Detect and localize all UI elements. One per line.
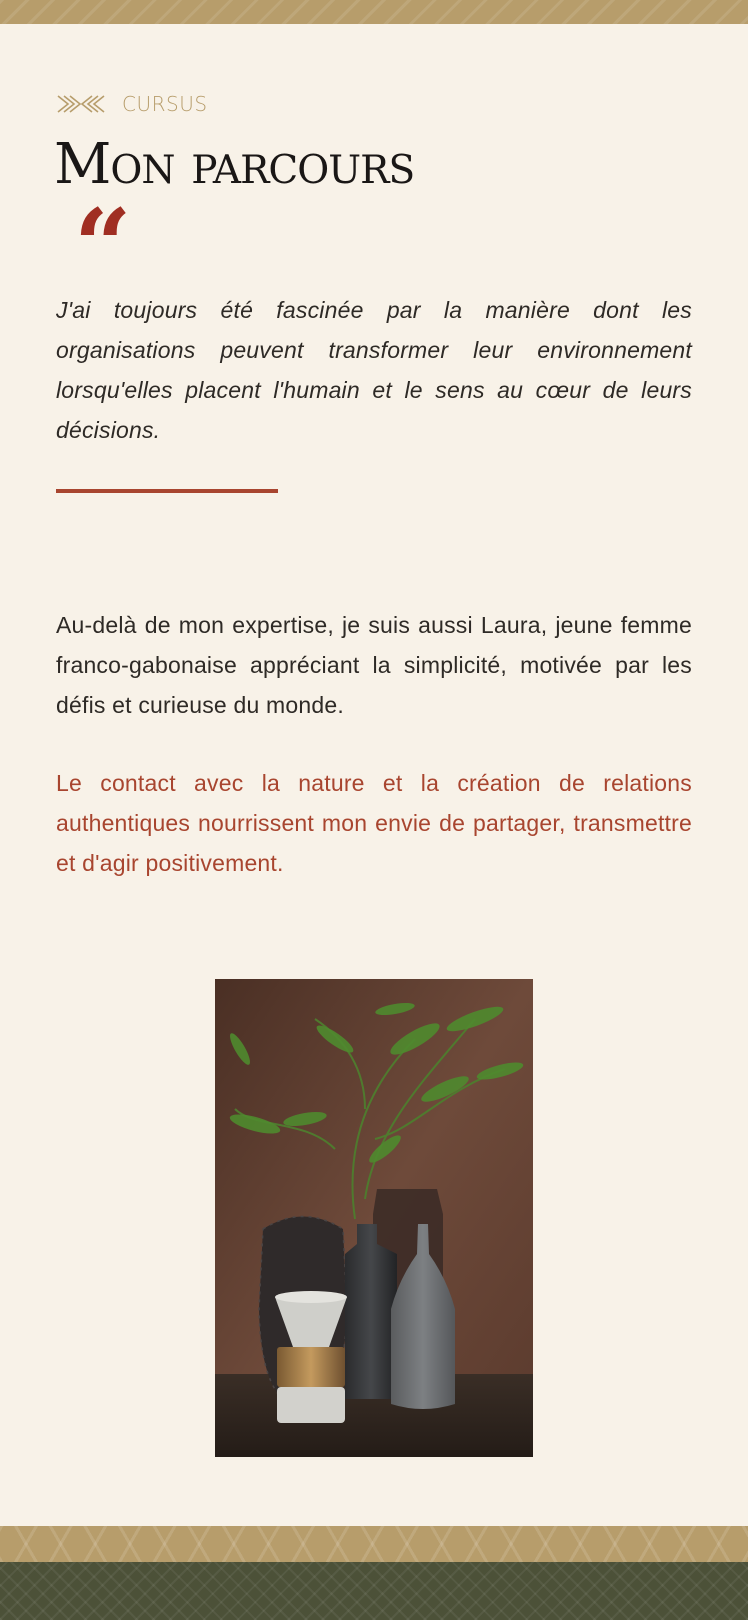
footer-decorative-band xyxy=(0,1526,748,1562)
page-title: Mon parcours xyxy=(54,132,415,197)
top-decorative-band xyxy=(0,0,748,24)
section-eyebrow xyxy=(56,92,208,116)
quote-mark-icon: “ xyxy=(74,187,132,305)
nature-paragraph: Le contact avec la nature et la création de relations authentiques nourrissent mon envie de partager, transmettre et d'agir positivement. xyxy=(56,770,692,876)
chevron-ornament-icon xyxy=(56,93,106,115)
section-divider xyxy=(56,489,278,493)
eyebrow-label: CURSUS xyxy=(122,92,208,116)
vases-photo xyxy=(215,979,533,1457)
quote-text: J'ai toujours été fascinée par la manière dont les organisations peuvent transformer leur environnement lorsqu'elles placent l'humain et le sens au cœur de leurs décisions. xyxy=(56,297,692,443)
about-paragraph: Au-delà de mon expertise, je suis aussi Laura, jeune femme franco-gabonaise appréciant la simplicité, motivée par les défis et curieuse du monde. xyxy=(56,612,692,718)
footer-pattern-band xyxy=(0,1562,748,1620)
